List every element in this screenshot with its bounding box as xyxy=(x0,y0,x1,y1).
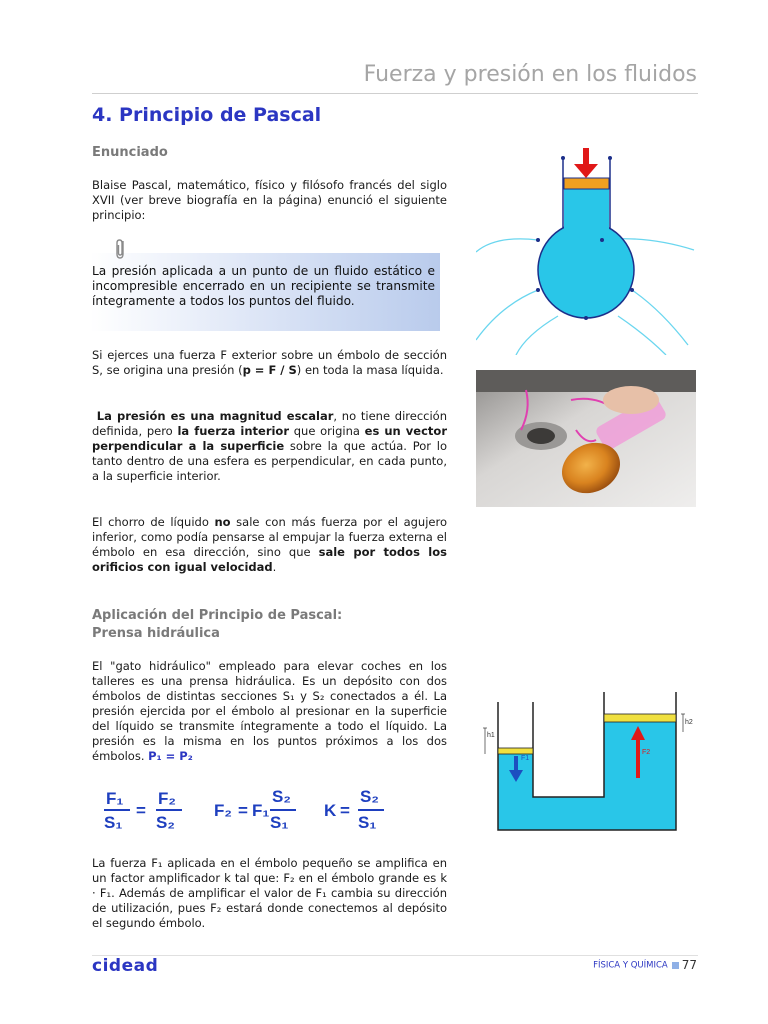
sink-back xyxy=(476,370,696,392)
text-run: El "gato hidráulico" empleado para elevar coches en los talleres es una prensa hidráulica. Es un depósito con dos émbolos de distintas secciones S₁ y S₂ conectados a él. La presión ejercida por el émbolo al presionar en la superficie del líquido se transmite íntegramente a todo el líquido. La presión es la misma en los puntos próximos a los dos émbolos. xyxy=(92,659,447,763)
footer-page-info xyxy=(560,958,697,972)
bold-run: La presión es una magnitud escalar xyxy=(96,409,334,423)
h1-label: h1 xyxy=(487,732,495,739)
drain-hole xyxy=(527,428,555,444)
paragraph-amplification: La fuerza F₁ aplicada en el émbolo pequeño se amplifica en un factor amplificador k tal que: F₂ en el émbolo grande es k · F₁. Además de amplificar el valor de F₁ cambia su dirección de utilización, pues F₂ estará donde conectemos al depósito el segundo émbolo. xyxy=(92,856,447,930)
formula-f2: F₂ xyxy=(158,789,176,808)
page-number: 77 xyxy=(681,958,697,972)
formula-k: K xyxy=(324,801,337,820)
aplicacion-heading xyxy=(92,607,342,643)
footer-divider xyxy=(92,955,698,956)
paragraph-force-pressure xyxy=(92,348,447,378)
bold-run: no xyxy=(214,515,231,529)
formula-s2: S₂ xyxy=(272,787,291,806)
text-run: Si ejerces una fuerza F exterior sobre un émbolo de sección S, se origina una presión ( xyxy=(92,348,447,377)
formula-s2: S₂ xyxy=(360,787,379,806)
large-piston xyxy=(604,714,676,722)
bold-run: la fuerza interior xyxy=(177,424,290,438)
piston xyxy=(564,178,609,189)
aplicacion-heading-line1: Aplicación del Principio de Pascal: xyxy=(92,608,343,623)
formula-f1: F₁ xyxy=(252,801,270,820)
enunciado-heading: Enunciado xyxy=(92,145,168,160)
enunciado-intro: Blaise Pascal, matemático, físico y filósofo francés del siglo XVII (ver breve biografía en la página) enunció el siguiente principio: xyxy=(92,178,447,222)
h2-label: h2 xyxy=(685,719,693,726)
fluid-neck-join xyxy=(564,220,609,250)
subject-label: FÍSICA Y QUÍMICA xyxy=(593,960,668,971)
f2-label: F2 xyxy=(642,749,651,756)
equals-sign: = xyxy=(340,801,350,820)
text-run: , no tiene dirección definida, pero xyxy=(92,409,447,438)
text-run: ) en toda la masa líquida. xyxy=(296,363,444,377)
chapter-title: Fuerza y presión en los fluidos xyxy=(363,62,697,87)
hydraulic-press-diagram xyxy=(476,692,696,832)
pascal-formulas xyxy=(92,786,402,834)
hand xyxy=(603,386,659,414)
equals-sign: = xyxy=(136,801,146,820)
paragraph-jet xyxy=(92,515,447,575)
paragraph-hydraulic-press xyxy=(92,659,447,764)
text-run: que origina xyxy=(289,424,365,438)
formula-s1: S₁ xyxy=(270,813,289,832)
text-run: . xyxy=(272,560,277,574)
formula-f1: F₁ xyxy=(106,789,124,808)
formula-s1: S₁ xyxy=(358,813,377,832)
paragraph-scalar xyxy=(92,409,447,484)
pressure-equality: P₁ = P₂ xyxy=(148,749,193,763)
paperclip-icon xyxy=(114,238,128,260)
formula-s1: S₁ xyxy=(104,813,123,832)
text-run: sale con más fuerza por el agujero inferior, como podía pensarse al empujar la fuerza externa el émbolo en esa dirección, sino que xyxy=(92,515,447,559)
text-run: sobre la que actúa. Por lo tanto dentro de una esfera es perpendicular, en cada punto, a la superficie interior. xyxy=(92,439,447,483)
bold-run: es un vector perpendicular a la superficie xyxy=(92,424,447,453)
text-run: El chorro de líquido xyxy=(92,515,215,529)
equals-sign: = xyxy=(238,801,248,820)
formula-s2: S₂ xyxy=(156,813,175,832)
force-arrow-head xyxy=(574,164,598,178)
pressure-formula: p = F / S xyxy=(242,363,297,377)
small-piston xyxy=(498,748,533,754)
cidead-logo: cidead xyxy=(92,956,159,976)
f1-label: F1 xyxy=(521,755,530,762)
header-divider xyxy=(92,93,698,94)
pascal-sphere-diagram xyxy=(476,140,696,355)
principle-statement: La presión aplicada a un punto de un fluido estático e incompresible encerrado en un recipiente se transmite íntegramente a todos los puntos del fluido. xyxy=(92,264,435,308)
formula-f2: F₂ xyxy=(214,801,232,820)
aplicacion-heading-line2: Prensa hidráulica xyxy=(92,626,220,641)
syringe-experiment-photo xyxy=(476,370,696,507)
square-icon xyxy=(672,962,679,969)
bold-run: sale por todos los orificios con igual velocidad xyxy=(92,545,447,574)
section-title: 4. Principio de Pascal xyxy=(92,104,322,126)
